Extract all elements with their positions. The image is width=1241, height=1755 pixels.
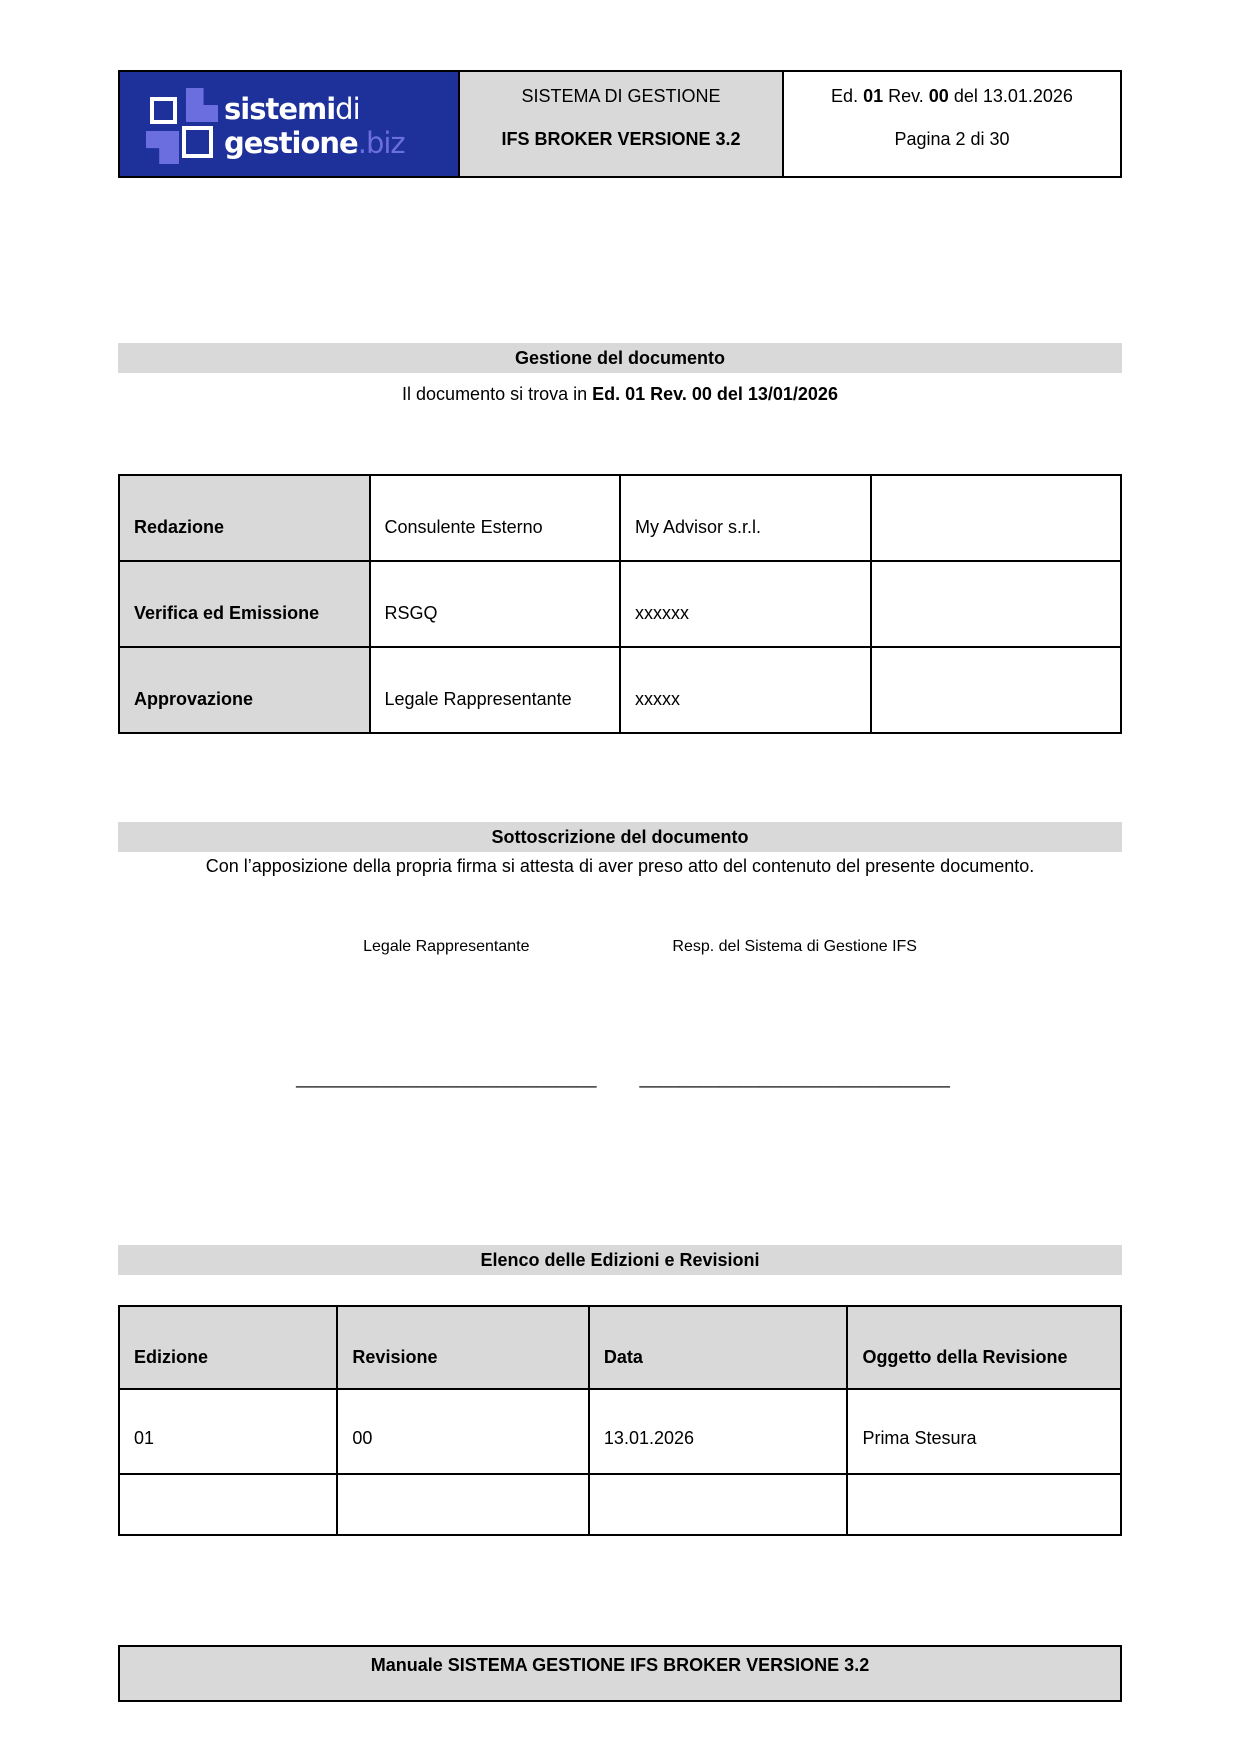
table-row bbox=[119, 561, 1121, 647]
system-title-cell bbox=[460, 72, 784, 176]
logo-word-di: di bbox=[335, 92, 360, 126]
approval-role: Consulente Esterno bbox=[370, 475, 621, 561]
logo-word-sistemi: sistemi bbox=[224, 92, 336, 126]
signatory-label-legale-rappresentante: Legale Rappresentante bbox=[363, 938, 530, 955]
approval-role-label: Redazione bbox=[119, 475, 370, 561]
document-header-table bbox=[118, 70, 1122, 178]
revision-value: 00 bbox=[928, 86, 949, 106]
approval-role-label: Approvazione bbox=[119, 647, 370, 733]
revision-table bbox=[118, 1305, 1122, 1536]
revision-label: Rev. bbox=[883, 86, 929, 106]
edition-label: Ed. bbox=[831, 86, 864, 106]
signatory-label-resp-sistema-gestione: Resp. del Sistema di Gestione IFS bbox=[672, 938, 917, 955]
location-prefix: Il documento si trova in bbox=[402, 384, 593, 404]
logo-cell bbox=[120, 72, 460, 176]
signature-line: _______________________________ bbox=[639, 1068, 950, 1088]
column-header-edizione: Edizione bbox=[119, 1306, 337, 1389]
logo-wordmark-line1 bbox=[224, 92, 405, 126]
approval-entity: xxxxxx bbox=[620, 561, 871, 647]
logo-word-biz: .biz bbox=[357, 126, 405, 160]
signature-line: ______________________________ bbox=[296, 1068, 597, 1088]
approval-entity: xxxxx bbox=[620, 647, 871, 733]
approval-notes bbox=[871, 475, 1122, 561]
revision-edizione bbox=[119, 1474, 337, 1535]
footer-manual-title: Manuale SISTEMA GESTIONE IFS BROKER VERSIONE 3.2 bbox=[118, 1645, 1122, 1702]
approval-role-label: Verifica ed Emissione bbox=[119, 561, 370, 647]
company-logo-icon bbox=[146, 88, 220, 166]
logo-square-outline-icon bbox=[182, 126, 213, 158]
table-row bbox=[119, 475, 1121, 561]
revision-oggetto bbox=[847, 1474, 1121, 1535]
revision-revisione: 00 bbox=[337, 1389, 589, 1474]
column-header-data: Data bbox=[589, 1306, 848, 1389]
logo-wordmark-line2 bbox=[224, 126, 405, 160]
edition-date: del 13.01.2026 bbox=[948, 86, 1073, 106]
logo-word-gestione: gestione bbox=[224, 126, 358, 160]
table-row bbox=[119, 1389, 1121, 1474]
revision-edizione: 01 bbox=[119, 1389, 337, 1474]
revision-oggetto: Prima Stesura bbox=[847, 1389, 1121, 1474]
signatory-labels-row bbox=[118, 938, 1122, 960]
location-edition: Ed. 01 Rev. 00 del 13/01/2026 bbox=[592, 384, 838, 404]
edition-revision-line bbox=[831, 86, 1073, 107]
column-header-revisione: Revisione bbox=[337, 1306, 589, 1389]
table-header-row bbox=[119, 1306, 1121, 1389]
column-header-oggetto: Oggetto della Revisione bbox=[847, 1306, 1121, 1389]
subscription-statement: Con l’apposizione della propria firma si attesta di aver preso atto del contenuto del presente documento. bbox=[205, 856, 1035, 876]
approval-role: RSGQ bbox=[370, 561, 621, 647]
revision-data: 13.01.2026 bbox=[589, 1389, 848, 1474]
revision-revisione bbox=[337, 1474, 589, 1535]
logo-wordmark bbox=[224, 92, 405, 160]
approval-entity: My Advisor s.r.l. bbox=[620, 475, 871, 561]
approval-notes bbox=[871, 561, 1122, 647]
logo-l-shape-icon bbox=[146, 131, 179, 164]
section-title-subscription: Sottoscrizione del documento bbox=[118, 822, 1122, 852]
revision-data bbox=[589, 1474, 848, 1535]
section-title-revisions: Elenco delle Edizioni e Revisioni bbox=[118, 1245, 1122, 1275]
approval-notes bbox=[871, 647, 1122, 733]
logo-square-outline-icon bbox=[150, 97, 177, 124]
system-label: SISTEMA DI GESTIONE bbox=[521, 86, 721, 106]
logo-l-shape-icon bbox=[186, 88, 218, 122]
edition-value: 01 bbox=[863, 86, 884, 106]
signature-lines-row bbox=[118, 1068, 1122, 1094]
document-title: IFS BROKER VERSIONE 3.2 bbox=[501, 129, 741, 149]
table-row bbox=[119, 1474, 1121, 1535]
page-number: Pagina 2 di 30 bbox=[894, 129, 1010, 149]
document-location-line bbox=[118, 384, 1122, 405]
table-row bbox=[119, 647, 1121, 733]
section-title-doc-management: Gestione del documento bbox=[118, 343, 1122, 373]
approval-role: Legale Rappresentante bbox=[370, 647, 621, 733]
edition-info-cell bbox=[784, 72, 1120, 176]
approval-table bbox=[118, 474, 1122, 734]
